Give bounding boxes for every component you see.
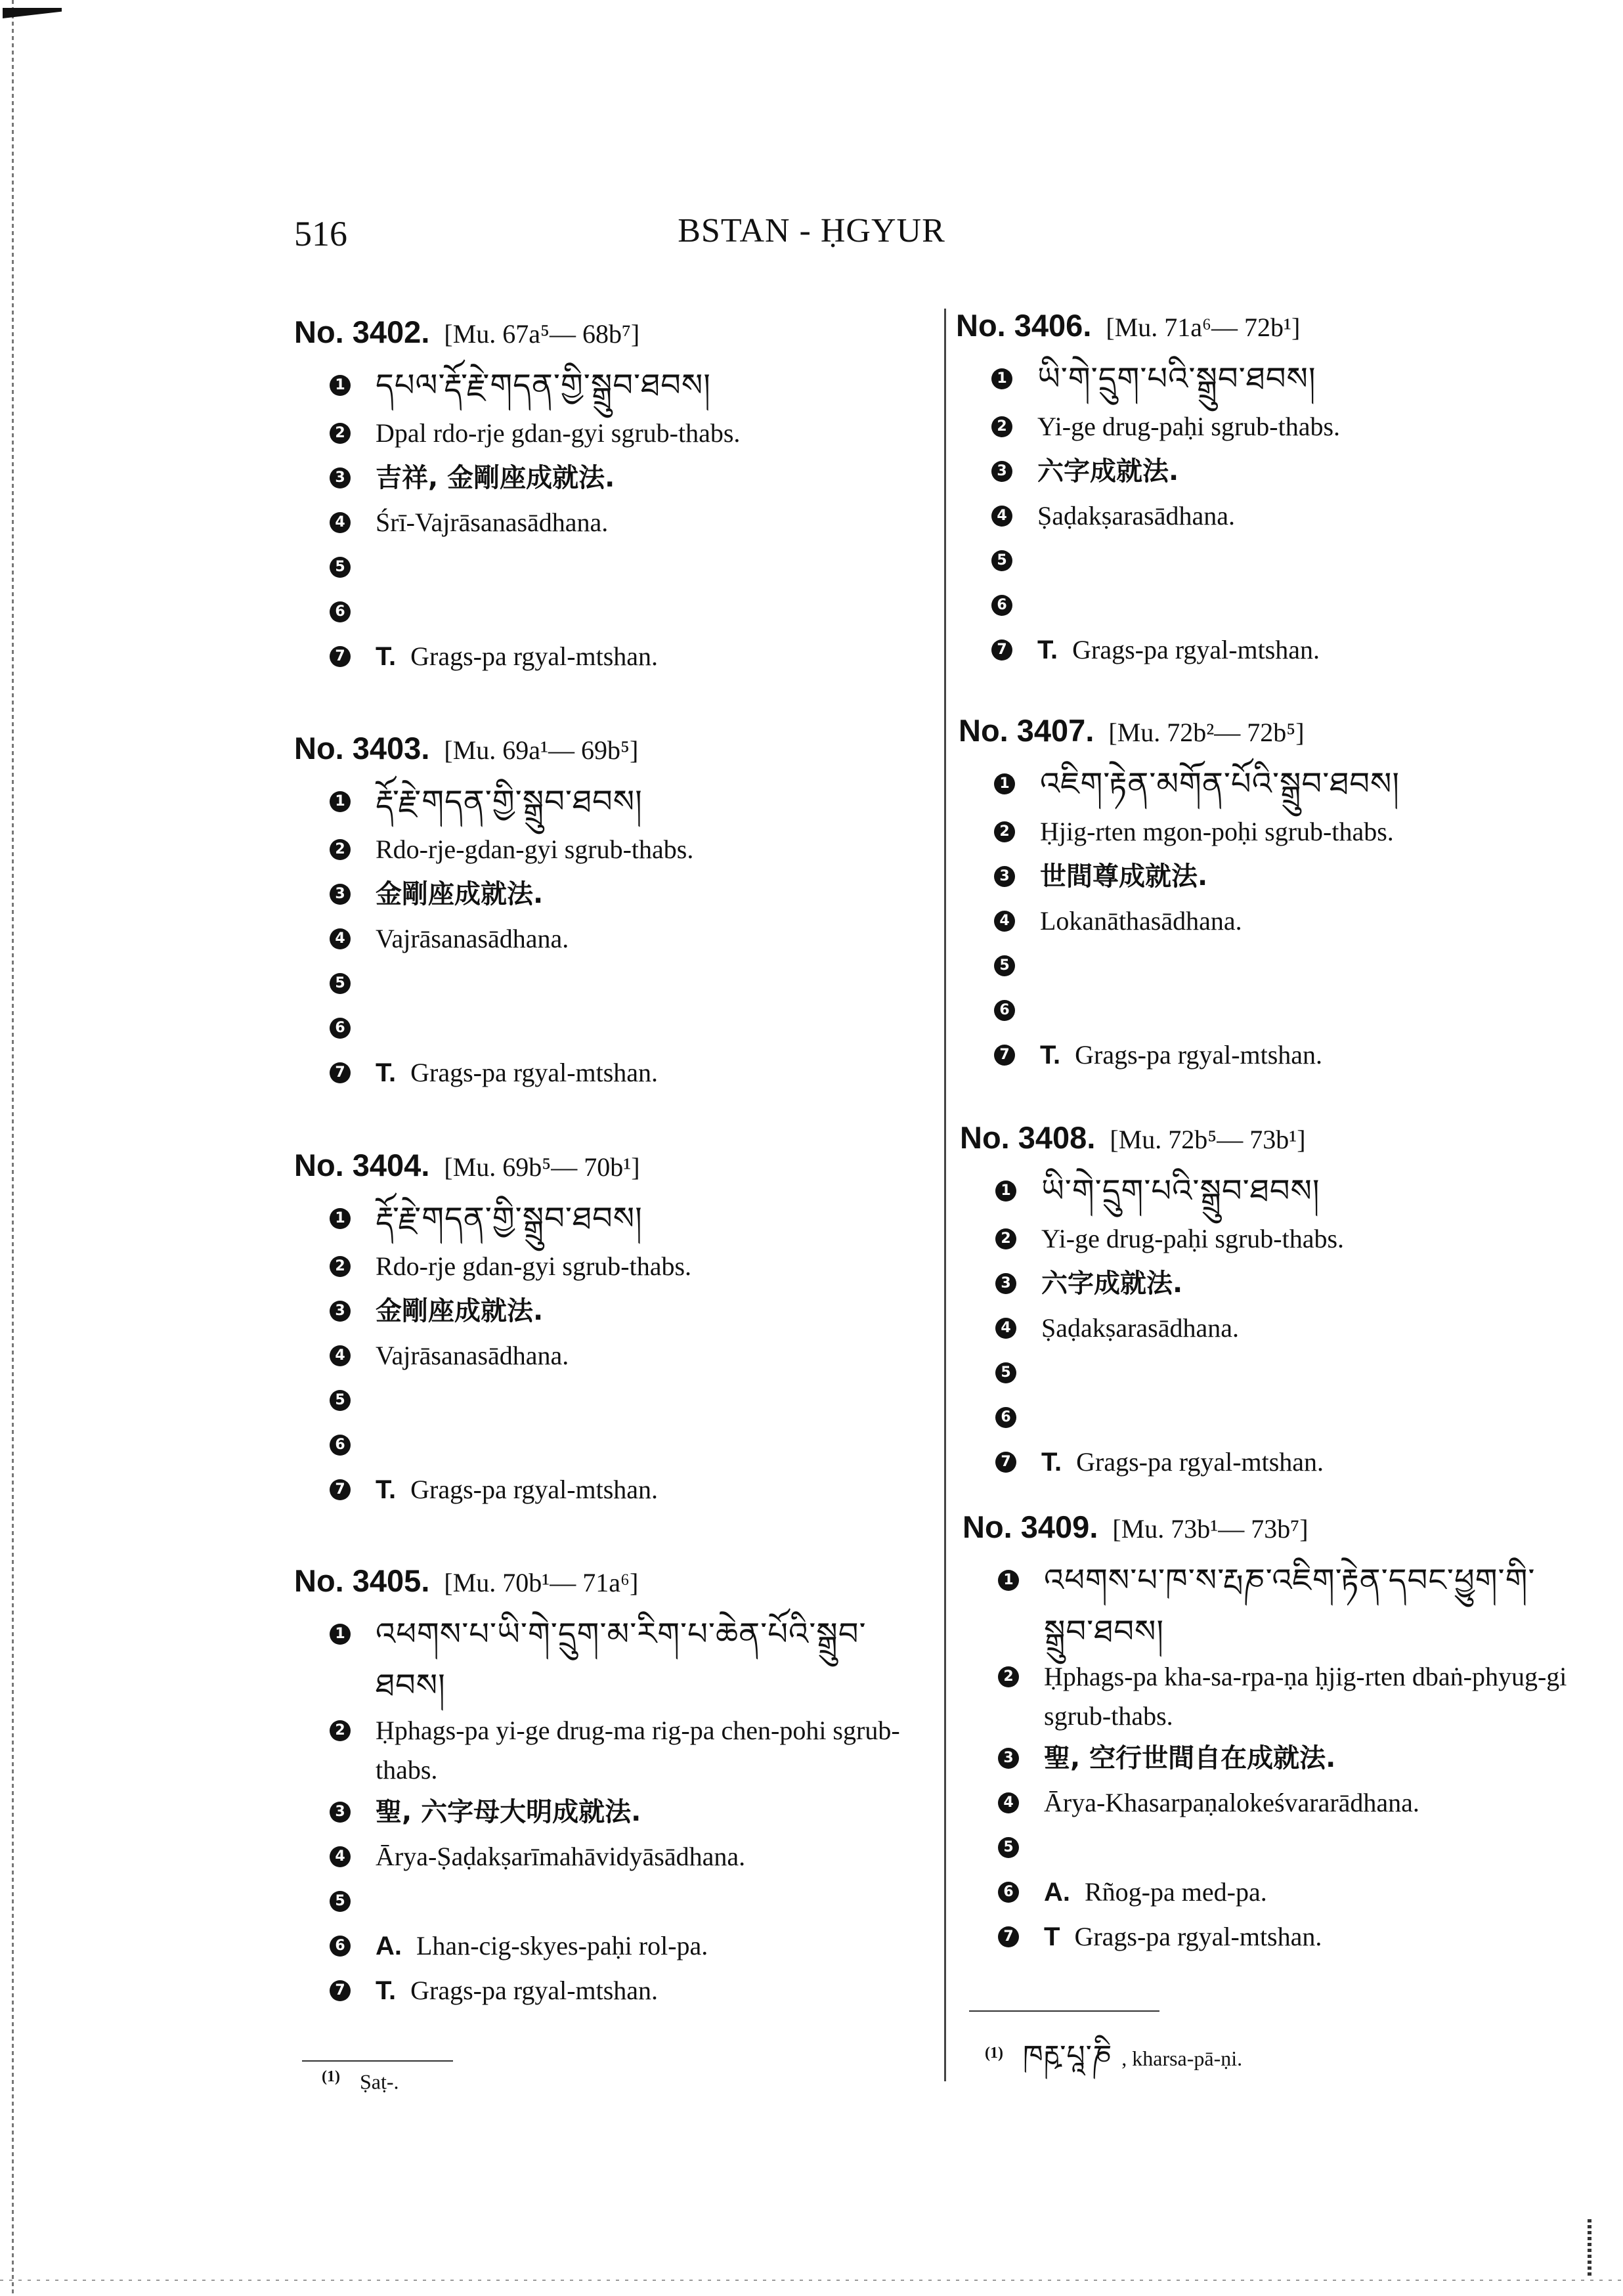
line-marker: 6 xyxy=(994,1000,1015,1021)
line-marker: 4 xyxy=(998,1792,1019,1813)
transliteration: Yi-ge drug-paḥi sgrub-thabs. xyxy=(1037,412,1341,441)
running-title: BSTAN - ḤGYUR xyxy=(678,212,945,249)
entry-3404 xyxy=(294,1147,691,1512)
line-marker: 5 xyxy=(991,550,1012,571)
line-marker: 5 xyxy=(995,1362,1016,1383)
line-marker: 6 xyxy=(330,601,351,622)
line-marker: 1 xyxy=(330,375,351,396)
translator-prefix: T. xyxy=(376,1475,397,1504)
translator: Grags-pa rgyal-mtshan. xyxy=(410,1475,659,1504)
line-marker: 2 xyxy=(330,1256,351,1277)
line-marker: 4 xyxy=(994,911,1015,932)
entry-ref: [Mu. 72b²— 72b⁵] xyxy=(1108,718,1305,747)
line-marker: 3 xyxy=(330,884,351,905)
entry-3407 xyxy=(959,712,1400,1077)
translator: Grags-pa rgyal-mtshan. xyxy=(410,641,659,671)
tibetan-title-cont: ཐབས། xyxy=(376,1667,446,1704)
entry-number: No. 3402. xyxy=(294,314,430,349)
line-marker: 1 xyxy=(330,1624,351,1645)
translator-prefix: T. xyxy=(376,1058,397,1087)
entry-3405 xyxy=(294,1563,953,2013)
footnote-rule-left xyxy=(302,2060,453,2062)
line-marker: 1 xyxy=(998,1570,1019,1591)
footnote-text: Ṣaṭ-. xyxy=(359,2069,399,2094)
tibetan-title: འཕགས་པ་ཁ་ས་རྤཎ་འཇིག་རྟེན་དབང་ཕྱུག་གི་ xyxy=(1044,1562,1536,1599)
entry-ref: [Mu. 69a¹— 69b⁵] xyxy=(444,735,639,765)
sanskrit-title: Ārya-Khasarpaṇalokeśvararādhana. xyxy=(1044,1788,1419,1817)
translator-prefix: T. xyxy=(1040,1041,1061,1070)
transliteration: Yi-ge drug-paḥi sgrub-thabs. xyxy=(1041,1224,1345,1253)
line-marker: 4 xyxy=(330,1345,351,1366)
line-marker: 7 xyxy=(330,1062,351,1083)
translator-prefix: T. xyxy=(1041,1448,1062,1477)
entry-number: No. 3403. xyxy=(294,731,430,766)
sanskrit-title: Vajrāsanasādhana. xyxy=(376,1341,569,1370)
line-marker: 3 xyxy=(330,1301,351,1322)
translator-prefix: T. xyxy=(1037,636,1058,664)
entry-number: No. 3407. xyxy=(959,713,1094,748)
author: Rñog-pa med-pa. xyxy=(1085,1877,1267,1907)
tibetan-title: རྡོ་རྗེ་གདན་གྱི་སྒྲུབ་ཐབས། xyxy=(376,783,643,820)
line-marker: 4 xyxy=(991,506,1012,527)
line-marker: 5 xyxy=(330,557,351,578)
entry-number: No. 3404. xyxy=(294,1148,430,1182)
chinese-title: 六字成就法. xyxy=(1037,456,1179,487)
sanskrit-title: Vajrāsanasādhana. xyxy=(376,924,569,953)
entry-3408 xyxy=(960,1119,1344,1484)
footnote-tibetan: ཁརྵ་པཱ་ཎི xyxy=(1022,2039,1113,2073)
entry-3406 xyxy=(956,307,1340,672)
line-marker: 2 xyxy=(330,423,351,444)
chinese-title: 聖, 六字母大明成就法. xyxy=(376,1797,641,1827)
binding-mark xyxy=(1588,2219,1591,2278)
line-marker: 6 xyxy=(998,1882,1019,1903)
line-marker: 5 xyxy=(330,1891,351,1912)
entry-ref: [Mu. 67a⁵— 68b⁷] xyxy=(444,319,640,349)
line-marker: 7 xyxy=(330,1479,351,1500)
tibetan-title: རྡོ་རྗེ་གདན་གྱི་སྒྲུབ་ཐབས། xyxy=(376,1200,643,1237)
translator: Grags-pa rgyal-mtshan. xyxy=(1076,1447,1324,1477)
sanskrit-title: Ṣaḍakṣarasādhana. xyxy=(1037,501,1235,531)
sanskrit-title: Śrī-Vajrāsanasādhana. xyxy=(376,508,609,537)
line-marker: 7 xyxy=(994,1045,1015,1066)
chinese-title: 聖, 空行世間自在成就法. xyxy=(1044,1743,1336,1773)
translator: Grags-pa rgyal-mtshan. xyxy=(1074,1922,1322,1951)
line-marker: 4 xyxy=(330,1846,351,1867)
sanskrit-title: Ṣaḍakṣarasādhana. xyxy=(1041,1313,1239,1343)
line-marker: 7 xyxy=(998,1926,1019,1947)
line-marker: 1 xyxy=(330,1208,351,1229)
line-marker: 3 xyxy=(330,467,351,488)
transliteration: Ḥphags-pa yi-ge drug-ma rig-pa chen-pohi sgrub-thabs. xyxy=(376,1716,900,1785)
transliteration: Dpal rdo-rje gdan-gyi sgrub-thabs. xyxy=(376,418,741,448)
tibetan-title: དཔལ་རྡོ་རྗེ་གདན་གྱི་སྒྲུབ་ཐབས། xyxy=(376,367,711,404)
translator-prefix: T. xyxy=(376,1976,397,2005)
page-edge-bottom xyxy=(0,2280,1623,2281)
translator: Grags-pa rgyal-mtshan. xyxy=(410,1058,659,1087)
line-marker: 3 xyxy=(995,1273,1016,1294)
line-marker: 1 xyxy=(995,1180,1016,1202)
line-marker: 3 xyxy=(994,866,1015,887)
translator-prefix: T xyxy=(1044,1922,1060,1951)
transliteration: Ḥphags-pa kha-sa-rpa-ṇa ḥjig-rten dbaṅ-phyug-gi sgrub-thabs. xyxy=(1044,1662,1567,1731)
sanskrit-title: Ārya-Ṣaḍakṣarīmahāvidyāsādhana. xyxy=(376,1842,746,1871)
tibetan-title-cont: སྒྲུབ་ཐབས། xyxy=(1044,1613,1165,1650)
chinese-title: 世間尊成就法. xyxy=(1040,861,1208,892)
line-marker: 6 xyxy=(330,1936,351,1957)
line-marker: 6 xyxy=(330,1018,351,1039)
line-marker: 2 xyxy=(330,1720,351,1741)
page-number: 516 xyxy=(294,214,347,253)
transliteration: Rdo-rje gdan-gyi sgrub-thabs. xyxy=(376,1251,692,1281)
entry-ref: [Mu. 69b⁵— 70b¹] xyxy=(444,1152,640,1182)
author: Lhan-cig-skyes-paḥi rol-pa. xyxy=(416,1931,708,1960)
line-marker: 7 xyxy=(330,646,351,667)
line-marker: 4 xyxy=(995,1318,1016,1339)
entry-number: No. 3405. xyxy=(294,1563,430,1598)
line-marker: 7 xyxy=(991,639,1012,661)
line-marker: 4 xyxy=(330,928,351,949)
entry-ref: [Mu. 73b¹— 73b⁷] xyxy=(1112,1514,1309,1544)
line-marker: 1 xyxy=(991,368,1012,389)
entry-number: No. 3406. xyxy=(956,308,1092,343)
entry-ref: [Mu. 72b⁵— 73b¹] xyxy=(1110,1125,1306,1154)
line-marker: 3 xyxy=(998,1748,1019,1769)
entry-ref: [Mu. 71a⁶— 72b¹] xyxy=(1106,313,1301,342)
entry-number: No. 3408. xyxy=(960,1120,1096,1155)
tibetan-title: འཇིག་རྟེན་མགོན་པོའི་སྒྲུབ་ཐབས། xyxy=(1040,766,1400,802)
footnote-right xyxy=(985,2024,1242,2105)
entry-ref: [Mu. 70b¹— 71a⁶] xyxy=(444,1568,639,1597)
line-marker: 2 xyxy=(991,416,1012,437)
line-marker: 4 xyxy=(330,512,351,533)
transliteration: Ḥjig-rten mgon-poḥi sgrub-thabs. xyxy=(1040,817,1394,846)
line-marker: 6 xyxy=(991,595,1012,616)
line-marker: 5 xyxy=(330,1390,351,1411)
translator-prefix: T. xyxy=(376,642,397,671)
line-marker: 1 xyxy=(994,773,1015,794)
transliteration: Rdo-rje-gdan-gyi sgrub-thabs. xyxy=(376,834,694,864)
page-edge-left xyxy=(12,0,14,2296)
chinese-title: 金剛座成就法. xyxy=(376,879,544,909)
line-marker: 6 xyxy=(330,1435,351,1456)
translator: Grags-pa rgyal-mtshan. xyxy=(410,1976,659,2005)
entry-3403 xyxy=(294,730,693,1095)
tibetan-title: འཕགས་པ་ཡི་གེ་དྲུག་མ་རིག་པ་ཆེན་པོའི་སྒྲུབ་ xyxy=(376,1616,867,1653)
line-marker: 3 xyxy=(330,1802,351,1823)
line-marker: 5 xyxy=(994,955,1015,976)
line-marker: 2 xyxy=(994,821,1015,842)
entry-3402 xyxy=(294,314,740,679)
line-marker: 2 xyxy=(998,1666,1019,1687)
line-marker: 6 xyxy=(995,1407,1016,1428)
tibetan-title: ཡི་གེ་དྲུག་པའི་སྒྲུབ་ཐབས། xyxy=(1037,360,1316,397)
line-marker: 2 xyxy=(995,1228,1016,1249)
chinese-title: 金剛座成就法. xyxy=(376,1296,544,1326)
footnote-left xyxy=(322,2068,399,2094)
footnote-mark: (1) xyxy=(985,2045,1003,2062)
chinese-title: 吉祥, 金剛座成就法. xyxy=(376,463,615,493)
line-marker: 2 xyxy=(330,839,351,860)
footnote-mark: (1) xyxy=(322,2068,340,2085)
tibetan-title: ཡི་གེ་དྲུག་པའི་སྒྲུབ་ཐབས། xyxy=(1041,1173,1320,1209)
line-marker: 5 xyxy=(998,1837,1019,1858)
translator: Grags-pa rgyal-mtshan. xyxy=(1072,635,1320,664)
entry-3409 xyxy=(963,1509,1622,1959)
footnote-text: , kharsa-pā-ṇi. xyxy=(1121,2047,1243,2070)
line-marker: 1 xyxy=(330,791,351,812)
footnote-rule-right xyxy=(969,2010,1159,2012)
corner-mark xyxy=(3,8,62,18)
line-marker: 5 xyxy=(330,973,351,994)
entry-number: No. 3409. xyxy=(963,1509,1098,1544)
sanskrit-title: Lokanāthasādhana. xyxy=(1040,906,1242,936)
line-marker: 3 xyxy=(991,461,1012,482)
line-marker: 7 xyxy=(330,1980,351,2001)
author-prefix: A. xyxy=(376,1932,402,1960)
translator: Grags-pa rgyal-mtshan. xyxy=(1075,1040,1323,1070)
chinese-title: 六字成就法. xyxy=(1041,1268,1183,1299)
author-prefix: A. xyxy=(1044,1878,1070,1907)
line-marker: 7 xyxy=(995,1452,1016,1473)
